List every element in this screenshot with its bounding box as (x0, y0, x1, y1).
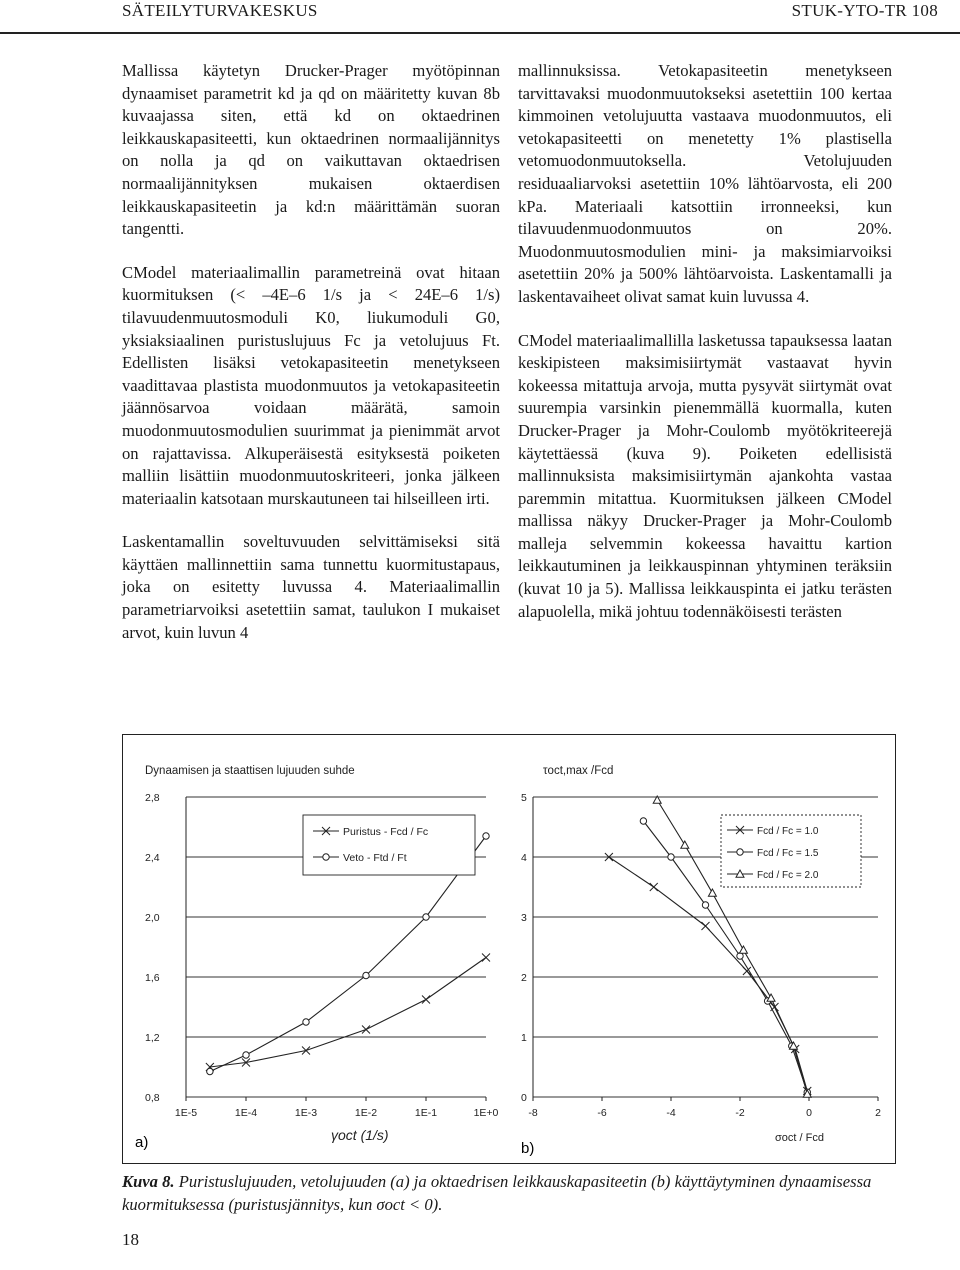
chart-b-y-tick-label: 0 (521, 1092, 527, 1104)
panel-a-label: a) (135, 1134, 149, 1151)
chart-a-data-point (482, 954, 490, 962)
chart-b-x-tick-label: 0 (806, 1107, 812, 1119)
chart-b-x-tick-label: -8 (528, 1107, 538, 1119)
chart-a-y-tick-label: 2,4 (145, 852, 160, 864)
caption-text: Puristuslujuuden, vetolujuuden (a) ja oktaedrisen leikkauskapasiteetin (b) käyttäytyminen dynaamisessa kuormituksessa (puristusjännitys, kun σoct < 0). (122, 1172, 872, 1214)
chart-a-data-point (483, 833, 489, 839)
chart-a-x-axis-label: γoct (1/s) (331, 1127, 389, 1143)
chart-b-data-point (702, 922, 710, 930)
chart-a-x-tick-label: 1E-1 (414, 1107, 438, 1119)
chart-a-series-line (210, 958, 486, 1068)
chart-a-legend-label: Puristus - Fcd / Fc (343, 826, 429, 838)
chart-b-x-tick-label: 2 (875, 1107, 881, 1119)
paragraph-3: Laskentamallin soveltuvuuden selvittämiseksi sitä käyttäen mallinnettiin sama tunnettu kuormitustapaus, joka on esitetty luvussa 4. Materiaalimallin parametriarvoiksi asetettiin samat, taulukon I mukaiset arvot, kuin luvun 4 (122, 532, 500, 642)
figure-caption (122, 1170, 892, 1216)
chart-a-data-point (362, 1026, 370, 1034)
page-number: 18 (122, 1230, 139, 1249)
chart-b-series-line (609, 857, 807, 1091)
chart-b-x-tick-label: -4 (666, 1107, 676, 1119)
right-column (518, 60, 892, 644)
chart-b-y-tick-label: 3 (521, 912, 527, 924)
chart-b-data-point (737, 953, 743, 959)
page-header (0, 0, 960, 34)
report-number: STUK-YTO-TR 108 (791, 1, 938, 20)
chart-a-data-point (422, 996, 430, 1004)
chart-a-x-tick-label: 1E-4 (234, 1107, 258, 1119)
publisher-name: SÄTEILYTURVAKESKUS (122, 1, 318, 20)
chart-a-data-point (243, 1052, 249, 1058)
chart-b-data-point (650, 883, 658, 891)
chart-b-title: τoct,max /Fcd (543, 765, 614, 777)
chart-a-x-tick-label: 1E-5 (174, 1107, 198, 1119)
chart-a-y-tick-label: 2,0 (145, 912, 160, 924)
chart-a-y-tick-label: 2,8 (145, 792, 160, 804)
chart-b-legend-label: Fcd / Fc = 1.0 (757, 826, 819, 837)
chart-a-x-tick-label: 1E-3 (294, 1107, 318, 1119)
chart-b-data-point (702, 902, 708, 908)
chart-b-data-point (668, 854, 674, 860)
paragraph-4: mallinnuksissa. Vetokapasiteetin menetykseen tarvittavaksi muodonmuutokseksi asetettiin 100 kertaa kimmoinen vetolujuutta vastaava muodonmuutos, eli vetokapasiteetti on menetetty 1% plastisella vetomuodonmuutoksella. Vetolujuuden residuaaliarvoksi asetettiin 10% lähtöarvosta, eli 200 kPa. Materiaali katsottiin irronneeksi, kun tilavuudenmuodonmuutos on 20%. Muodonmuutosmodulien mini- ja maksimiarvoiksi asetettiin 20% ja 500% lähtöarvoista. Laskentamalli ja laskentavaiheet olivat samat kuin luvussa 4. (518, 61, 892, 306)
chart-a-legend-marker (323, 854, 329, 860)
chart-a-y-tick-label: 0,8 (145, 1092, 160, 1104)
figure-8 (122, 734, 896, 1164)
chart-b-legend-label: Fcd / Fc = 2.0 (757, 870, 819, 881)
chart-b-x-axis-label: σoct / Fcd (775, 1132, 824, 1144)
chart-a-legend (303, 815, 475, 875)
chart-b-x-tick-label: -2 (735, 1107, 745, 1119)
chart-b (521, 765, 881, 1144)
chart-a-data-point (363, 972, 369, 978)
chart-b-legend-label: Fcd / Fc = 1.5 (757, 848, 819, 859)
chart-b-legend (721, 815, 861, 887)
chart-b-data-point (681, 841, 689, 848)
chart-a-y-tick-label: 1,2 (145, 1032, 160, 1044)
chart-b-y-tick-label: 4 (521, 852, 527, 864)
caption-label: Kuva 8. (122, 1172, 175, 1191)
paragraph-1: Mallissa käytetyn Drucker-Prager myötöpinnan dynaamiset parametrit kd ja qd on määritetty kuvan 8b kuvaajassa siten, että kd on oktaedrinen leikkauskapasiteetti, kun oktaedrinen normaalijännitys on nolla ja qd on vaikuttavan oktaedrisen normaalijännityksen mukaisen oktaerdisen leikkauskapasiteetin ja kd:n määrittämän suoran tangentti. (122, 61, 500, 239)
chart-b-legend-marker (737, 849, 743, 855)
chart-a-x-tick-label: 1E-2 (354, 1107, 378, 1119)
paragraph-5: CModel materiaalimallilla lasketussa tapauksessa laatan keskipisteen maksimisiirtymät vastaavat hyvin kokeessa mitattuja arvoja, mutta pysyvät siirtymät ovat suurempia varsinkin pienemmällä kuormalla, kuten Drucker-Prager ja Mohr-Coulomb myötökriteerejä käytettäessä (kuva 9). Poiketen edellisistä mallinnuksista maksimisiirtymän ajankohta vastaa paremmin mitattua. Kuormituksen jälkeen CModel mallissa näkyy Drucker-Prager ja Mohr-Coulomb malleja selvemmin kokeessa havaittu kartion leikkautuminen ja leikkauspinnan yhtyminen teräksiin (kuvat 10 ja 5). Mallissa leikkauspinta ei jatku terästen alapuolella, mikä johtuu todennäköisesti terästen (518, 330, 892, 621)
left-column (122, 60, 500, 665)
chart-a-title: Dynaamisen ja staattisen lujuuden suhde (145, 765, 355, 777)
chart-a-legend-label: Veto - Ftd / Ft (343, 852, 407, 864)
chart-a-y-tick-label: 1,6 (145, 972, 160, 984)
chart-a-data-point (303, 1019, 309, 1025)
chart-a-data-point (423, 914, 429, 920)
figure-8-plots (123, 735, 894, 1162)
chart-b-data-point (640, 818, 646, 824)
chart-a-x-tick-label: 1E+0 (473, 1107, 499, 1119)
chart-b-y-tick-label: 2 (521, 972, 527, 984)
chart-a (145, 765, 499, 1143)
paragraph-2: CModel materiaalimallin parametreinä ovat hitaan kuormituksen (< –4E–6 1/s ja < 24E–6 1/s) tilavuudenmuutosmoduli K0, liukumoduli G0, yksiaksiaalinen puristuslujuus Fc ja vetolujuus Ft. Edellisten lisäksi vetokapasiteetin menetykseen vaadittavaa plastista muodonmuutos ja vetokapasiteetin jäännösarvoa voidaan määrätä, samoin muodonmuutosmodulien suurimmat ja pienimmät arvot on rajattavissa. Alkuperäisestä esityksestä poiketen malliin lisättiin muodonmuutoskriteeri, jonka jälkeen materiaalin katsotaan murskautuneen tai hilseilleen irti. (122, 262, 500, 508)
chart-b-y-tick-label: 1 (521, 1032, 527, 1044)
panel-b-label: b) (521, 1140, 535, 1157)
chart-b-data-point (708, 889, 716, 896)
chart-b-x-tick-label: -6 (597, 1107, 607, 1119)
chart-b-y-tick-label: 5 (521, 792, 527, 804)
chart-a-data-point (207, 1068, 213, 1074)
chart-b-data-point (739, 946, 747, 953)
